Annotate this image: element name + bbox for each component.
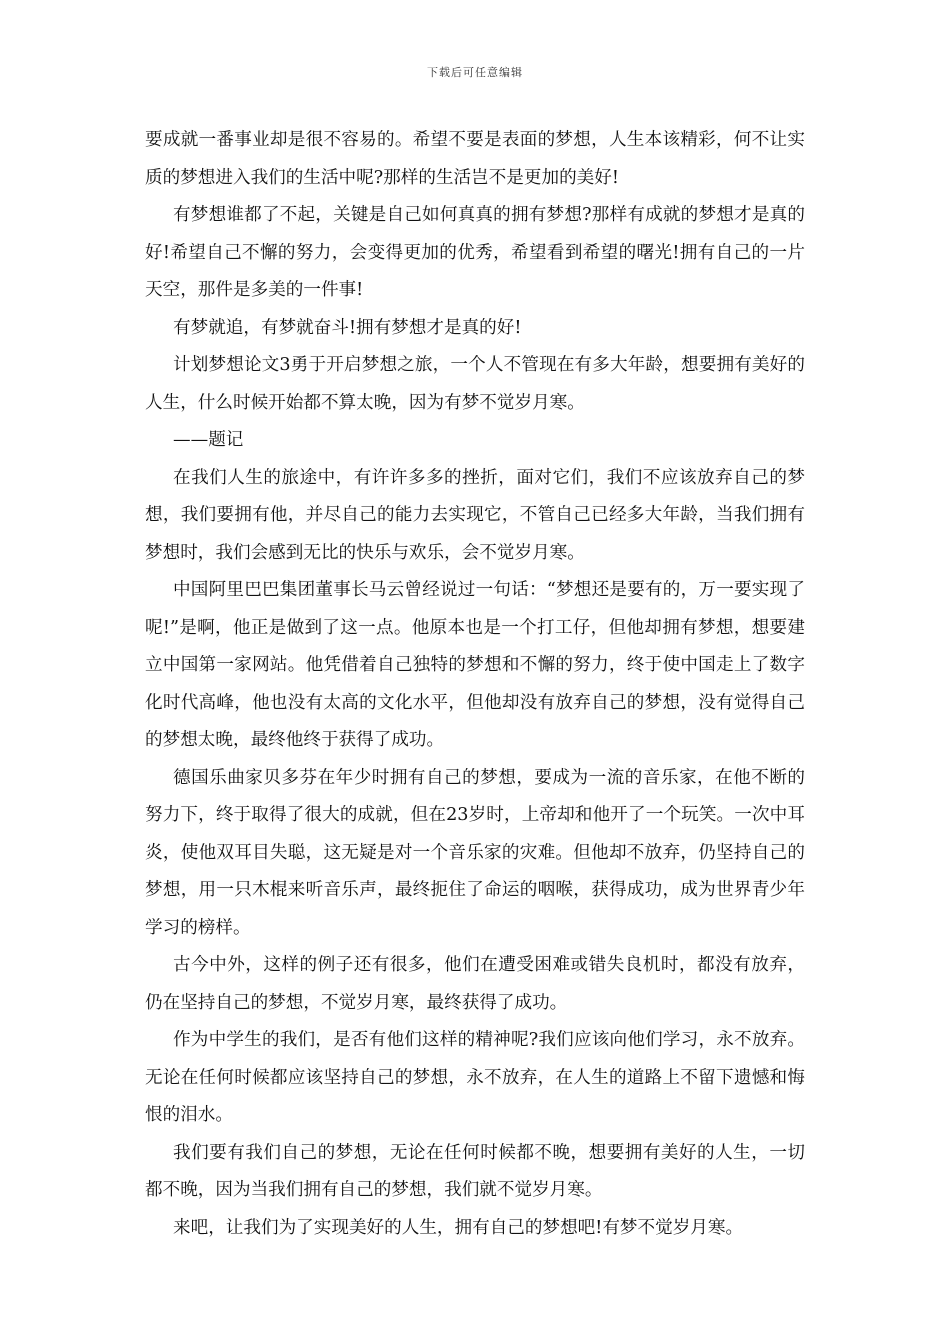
page-header: 下载后可任意编辑 — [427, 66, 523, 79]
paragraph-11: 我们要有我们自己的梦想，无论在任何时候都不晚，想要拥有美好的人生，一切都不晚，因为当我们拥有自己的梦想，我们就不觉岁月寒。 — [145, 1142, 805, 1200]
paragraph-3: 有梦就追，有梦就奋斗!拥有梦想才是真的好! — [173, 317, 522, 338]
paragraph-2: 有梦想谁都了不起，关键是自己如何真真的拥有梦想?那样有成就的梦想才是真的好!希望自己不懈的努力，会变得更加的优秀，希望看到希望的曙光!拥有自己的一片天空，那件是多美的一件事! — [145, 205, 805, 300]
paragraph-7: 中国阿里巴巴集团董事长马云曾经说过一句话：“梦想还是要有的，万一要实现了呢!”是啊，他正是做到了这一点。他原本也是一个打工仔，但他却拥有梦想，想要建立中国第一家网站。他凭借着自己独特的梦想和不懈的努力，终于使中国走上了数字化时代高峰，他也没有太高的文化水平，但他却没有放弃自己的梦想，没有觉得自己的梦想太晚，最终他终于获得了成功。 — [145, 580, 805, 750]
paragraph-4: 计划梦想论文3勇于开启梦想之旅，一个人不管现在有多大年龄，想要拥有美好的人生，什么时候开始都不算太晚，因为有梦不觉岁月寒。 — [145, 355, 805, 413]
paragraph-8: 德国乐曲家贝多芬在年少时拥有自己的梦想，要成为一流的音乐家，在他不断的努力下，终于取得了很大的成就，但在23岁时，上帝却和他开了一个玩笑。一次中耳炎，使他双耳目失聪，这无疑是对一个音乐家的灾难。但他却不放弃，仍坚持自己的梦想，用一只木棍来听音乐声，最终扼住了命运的咽喉，获得成功，成为世界青少年学习的榜样。 — [145, 767, 805, 938]
document-body — [145, 122, 805, 1247]
paragraph-6: 在我们人生的旅途中，有许许多多的挫折，面对它们，我们不应该放弃自己的梦想，我们要拥有他，并尽自己的能力去实现它，不管自己已经多大年龄，当我们拥有梦想时，我们会感到无比的快乐与欢乐，会不觉岁月寒。 — [145, 467, 805, 563]
paragraph-1: 要成就一番事业却是很不容易的。希望不要是表面的梦想，人生本该精彩，何不让实质的梦想进入我们的生活中呢?那样的生活岂不是更加的美好! — [145, 130, 805, 188]
paragraph-epigraph: ——题记 — [173, 430, 244, 450]
paragraph-10: 作为中学生的我们，是否有他们这样的精神呢?我们应该向他们学习，永不放弃。无论在任何时候都应该坚持自己的梦想，永不放弃，在人生的道路上不留下遗憾和悔恨的泪水。 — [145, 1030, 805, 1125]
paragraph-9: 古今中外，这样的例子还有很多，他们在遭受困难或错失良机时，都没有放弃，仍在坚持自己的梦想，不觉岁月寒，最终获得了成功。 — [145, 955, 805, 1013]
paragraph-12: 来吧，让我们为了实现美好的人生，拥有自己的梦想吧!有梦不觉岁月寒。 — [173, 1217, 744, 1238]
